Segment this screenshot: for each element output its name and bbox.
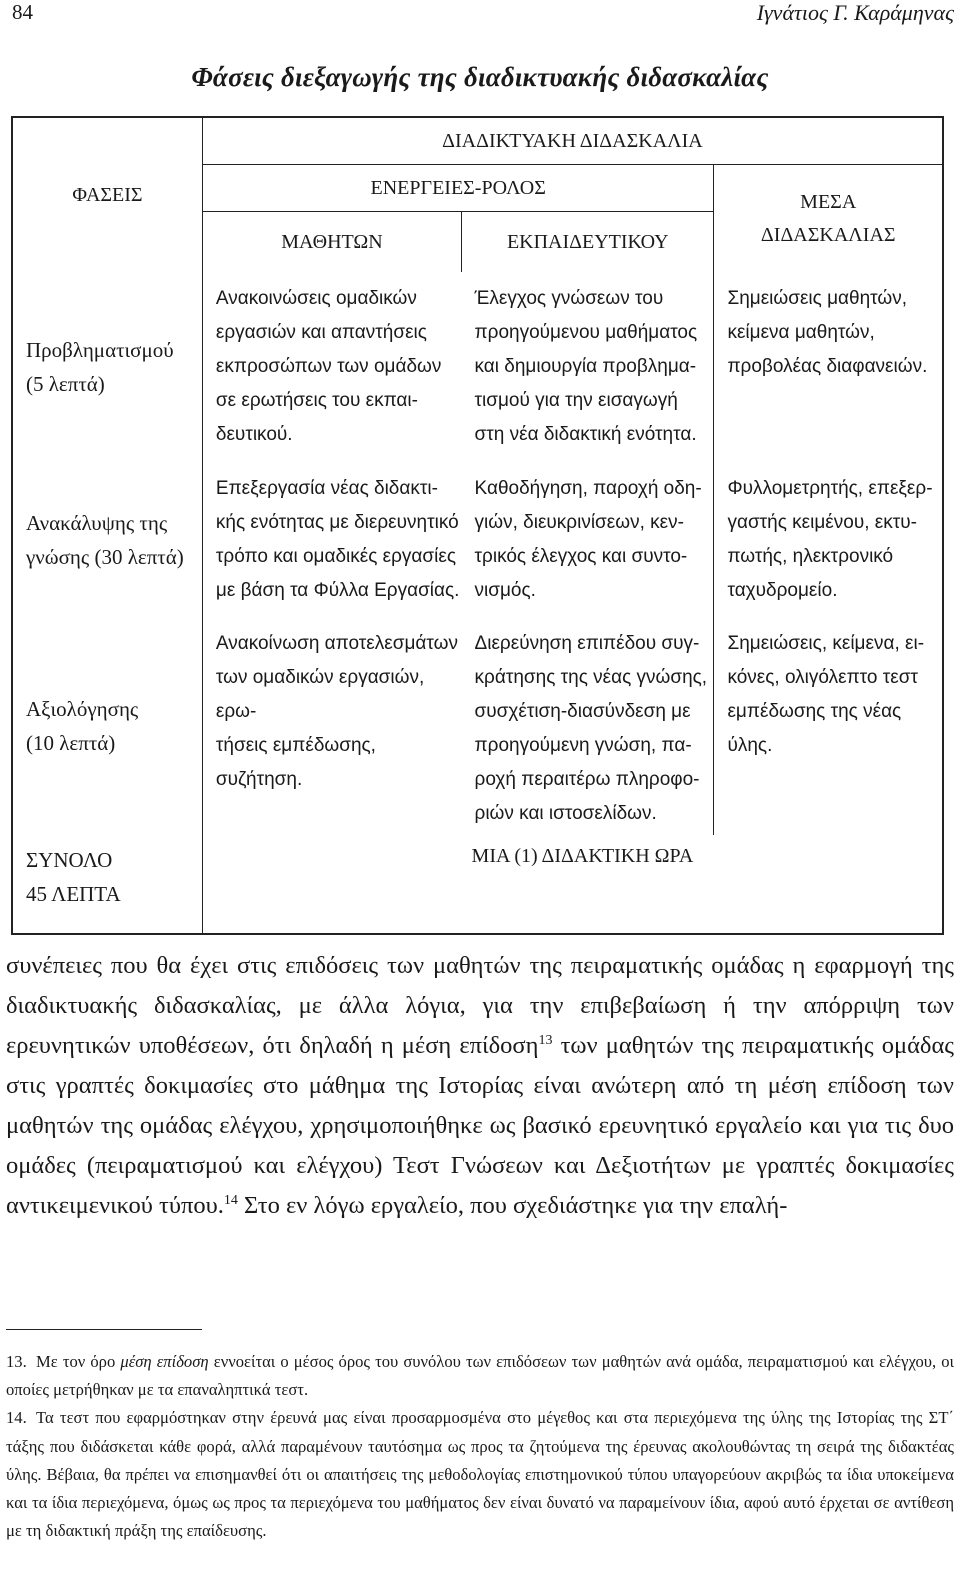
cell-line: στη νέα διδακτική ενότητα. bbox=[474, 424, 697, 445]
header-students: ΜΑΘΗΤΩΝ bbox=[202, 212, 461, 273]
header-row-top bbox=[12, 117, 943, 165]
cell-line: με βάση τα Φύλλα Εργασίας. bbox=[215, 580, 460, 601]
page-number: 84 bbox=[12, 0, 33, 24]
page-header bbox=[6, 0, 954, 24]
cell-line: Σημειώσεις, κείμενα, ει- bbox=[727, 633, 925, 654]
total-minutes: 45 ΛΕΠΤΑ bbox=[26, 882, 121, 906]
cell-line: κόνες, ολιγόλεπτο τεστ bbox=[727, 667, 918, 688]
students-cell bbox=[202, 617, 461, 835]
phase-name: Ανακάλυψης της bbox=[26, 510, 168, 535]
header-teaching-media bbox=[714, 165, 943, 273]
footnote-number: 13. bbox=[6, 1352, 27, 1371]
body-text-part: συνέπειες που θα έχει στις επιδόσεις των μαθητών της πειραματικής ομάδας η εφαρμογή της διαδικτυακής διδασκαλίας, με άλλα λόγια, για την επιβεβαίωση ή την απόρριψη των ερευνητικών υποθέσεων, ότι δηλαδή η μέση επίδοση bbox=[6, 952, 954, 1059]
cell-line: Επεξεργασία νέας διδακτι- bbox=[215, 478, 438, 499]
cell-line: προηγούμενη γνώση, πα- bbox=[474, 735, 692, 756]
phase-name: Προβληματισμού bbox=[26, 338, 174, 362]
table-row bbox=[12, 617, 943, 835]
cell-line: ροχή περαιτέρω πληροφο- bbox=[474, 769, 700, 790]
cell-line: γαστής κειμένου, εκτυ- bbox=[727, 512, 917, 533]
phase-name: Αξιολόγησης bbox=[26, 697, 139, 721]
footnote-text: Τα τεστ που εφαρμόστηκαν στην έρευνά μας είναι προσαρμοσμένα στο μέγεθος και στα περιεχόμενα της ύλης της Ιστορίας της ΣΤ΄ τάξης που διδάσκεται κάθε φορά, αλλά παραμένουν ταυτόσημα ως προς τα ζητούμενα της έρευνας ακολουθώντας τη σειρά της διδακτέας ύλης. Βέβαια, θα πρέπει να επισημανθεί ότι οι απαιτήσεις της μεθοδολογίας επιστημονικού τύπου υπαγορεύουν ακριβώς τα ίδια υποκείμενα και τα ίδια περιεχόμενα, όμως ως προς τα περιεχόμενα του μαθήματος δεν είναι δυνατό να παραμείνουν ίδια, αφού αυτό έρχεται σε αντίθεση με τη διδακτική πράξη της επαίδευσης. bbox=[6, 1408, 954, 1541]
header-phases: ΦΑΣΕΙΣ bbox=[72, 183, 143, 206]
cell-line: πωτής, ηλεκτρονικό bbox=[727, 546, 894, 567]
media-cell bbox=[714, 272, 943, 462]
footnote-text: Με τον όρο bbox=[36, 1352, 121, 1371]
media-cell bbox=[714, 617, 943, 835]
total-hour: ΜΙΑ (1) ΔΙΔΑΚΤΙΚΗ ΩΡΑ bbox=[471, 845, 694, 867]
cell-line: Ανακοίνωση αποτελεσμάτων bbox=[215, 633, 458, 654]
running-head-author: Ιγνάτιος Γ. Καράμηνας bbox=[756, 0, 954, 25]
cell-line: δευτικού. bbox=[215, 424, 293, 445]
footnote-13 bbox=[6, 1348, 954, 1404]
cell-line: κράτησης της νέας γνώσης, bbox=[474, 667, 708, 688]
cell-line: τήσεις εμπέδωσης, συζήτηση. bbox=[215, 735, 376, 790]
cell-line: τρικός έλεγχος και συντο- bbox=[474, 546, 688, 567]
header-actions-role: ΕΝΕΡΓΕΙΕΣ-ΡΟΛΟΣ bbox=[202, 165, 714, 212]
header-online-teaching: ΔΙΑΔΙΚΤΥΑΚΗ ΔΙΔΑΣΚΑΛΙΑ bbox=[202, 117, 943, 165]
body-text-part: των μαθητών της πειραματικής ομάδας στις γραπτές δοκιμασίες στο μάθημα της Ιστορίας είναι ανώτερη από τη μέση επίδοση των μαθητών της ομάδας ελέγχου, χρησιμοποιήθηκε ως βασικό ερευνητικό εργαλείο και για τις δυο ομάδες (πειραματισμού και ελέγχου) Τεστ Γνώσεων και Δεξιοτήτων με γραπτές δοκιμασίες αντικειμενικού τύπου. bbox=[6, 1032, 954, 1219]
cell-line: εργασιών και απαντήσεις bbox=[215, 322, 427, 343]
footnote-text: εννοείται ο μέσος όρος του συνόλου των επιδόσεων των μαθητών ανά ομάδα, πειραματισμού και ελέγχου, οι οποίες μετρήθηκαν με τα επαναληπτικά τεστ. bbox=[6, 1352, 955, 1400]
cell-line: τισμού για την εισαγωγή bbox=[474, 390, 678, 411]
cell-line: Καθοδήγηση, παροχή οδη- bbox=[474, 478, 702, 499]
footnote-ref-13[interactable]: 13 bbox=[538, 1033, 553, 1048]
teacher-cell bbox=[462, 617, 714, 835]
phase-cell bbox=[12, 272, 202, 462]
students-cell bbox=[202, 272, 461, 462]
phase-cell bbox=[12, 462, 202, 617]
cell-line: εκπροσώπων των ομάδων bbox=[215, 356, 442, 377]
header-media-line-1: ΜΕΣΑ bbox=[800, 190, 857, 213]
phase-duration: γνώσης (30 λεπτά) bbox=[26, 544, 184, 569]
cell-line: ταχυδρομείο. bbox=[727, 580, 838, 601]
total-label: ΣΥΝΟΛΟ bbox=[26, 848, 113, 872]
cell-line: νισμός. bbox=[474, 580, 536, 601]
cell-line: Έλεγχος γνώσεων του bbox=[474, 288, 664, 309]
cell-line: των ομαδικών εργασιών, ερω- bbox=[215, 667, 425, 722]
media-cell bbox=[714, 462, 943, 617]
cell-line: εμπέδωσης της νέας bbox=[727, 701, 902, 722]
phases-table bbox=[11, 116, 944, 935]
header-media-line-2: ΔΙΔΑΣΚΑΛΙΑΣ bbox=[760, 223, 896, 246]
footnote-ref-14[interactable]: 14 bbox=[223, 1193, 238, 1208]
cell-line: Ανακοινώσεις ομαδικών bbox=[215, 288, 417, 309]
students-cell bbox=[202, 462, 461, 617]
cell-line: Σημειώσεις μαθητών, bbox=[727, 288, 908, 309]
cell-line: προηγούμενου μαθήματος bbox=[474, 322, 698, 343]
cell-line: Διερεύνηση επιπέδου συγ- bbox=[474, 633, 700, 654]
empty-cell bbox=[714, 835, 943, 934]
cell-line: ύλης. bbox=[727, 735, 773, 756]
phase-cell bbox=[12, 617, 202, 835]
footnote-emphasis: μέση επίδοση bbox=[120, 1352, 209, 1371]
cell-line: προβολέας διαφανειών. bbox=[727, 356, 928, 377]
phase-duration: (5 λεπτά) bbox=[26, 372, 105, 396]
cell-line: ριών και ιστοσελίδων. bbox=[474, 803, 657, 824]
cell-line: γιών, διευκρινίσεων, κεν- bbox=[474, 512, 684, 533]
teacher-cell bbox=[462, 462, 714, 617]
footnote-divider bbox=[6, 1329, 202, 1330]
total-row bbox=[12, 835, 943, 934]
footnotes bbox=[6, 1348, 954, 1545]
table-title: Φάσεις διεξαγωγής της διαδικτυακής διδασκαλίας bbox=[191, 62, 769, 92]
empty-cell bbox=[202, 835, 461, 934]
cell-line: σε ερωτήσεις του εκπαι- bbox=[215, 390, 418, 411]
footnote-14 bbox=[6, 1404, 954, 1545]
body-text-part: Στο εν λόγω εργαλείο, που σχεδιάστηκε για την επαλή- bbox=[237, 1192, 788, 1219]
body-paragraph bbox=[6, 946, 954, 1226]
cell-line: συσχέτιση-διασύνδεση με bbox=[474, 701, 691, 722]
cell-line: κής ενότητας με διερευνητικό bbox=[215, 512, 459, 533]
phase-duration: (10 λεπτά) bbox=[26, 731, 116, 755]
table-row bbox=[12, 272, 943, 462]
total-cell bbox=[12, 835, 202, 934]
footnote-number: 14. bbox=[6, 1408, 27, 1428]
teacher-cell bbox=[462, 272, 714, 462]
cell-line: τρόπο και ομαδικές εργασίες bbox=[215, 546, 456, 567]
cell-line: Φυλλομετρητής, επεξερ- bbox=[727, 478, 933, 499]
header-teacher: ΕΚΠΑΙΔΕΥΤΙΚΟΥ bbox=[462, 212, 714, 273]
table-row bbox=[12, 462, 943, 617]
cell-line: κείμενα μαθητών, bbox=[727, 322, 875, 343]
cell-line: και δημιουργία προβλημα- bbox=[474, 356, 697, 377]
